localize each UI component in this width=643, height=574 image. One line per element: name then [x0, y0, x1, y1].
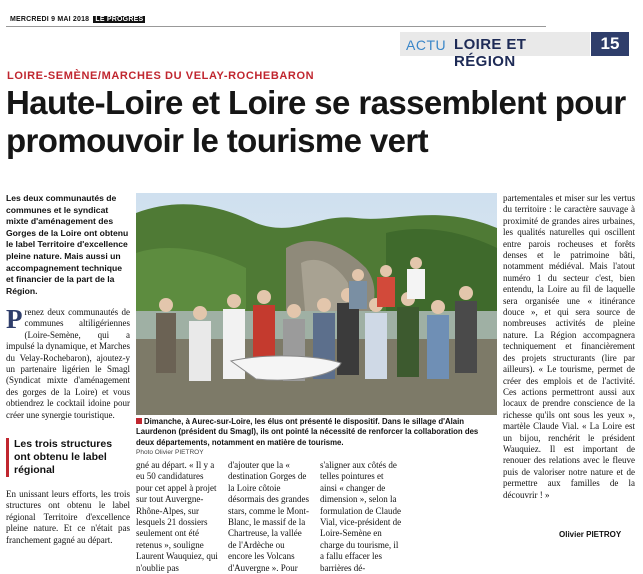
article-byline: Olivier PIETROY	[559, 530, 622, 539]
header-rule	[6, 26, 546, 27]
photo-caption-text: Dimanche, à Aurec-sur-Loire, les élus ont présenté le dispositif. Dans le sillage d'Alain Laurdenon (président du Smagl), ils ont pointé la nécessité de renforcer la collaboration des deux départements, notamment en matière de tourisme.	[136, 417, 479, 447]
photo-credit: Photo Olivier PIETROY	[136, 449, 204, 456]
newspaper-name: LE PROGRÈS	[95, 16, 144, 23]
body-text-b2: d'ajouter que la « destination Gorges de la Loire côtoie désormais des grandes stars, comme le Mont-Blanc, le massif de la Chartreuse, la vallée de l'Ardèche ou encore les Volcans d'Auvergne ». Pour	[228, 460, 309, 573]
page-number: 15	[591, 32, 629, 56]
article-kicker: LOIRE-SEMÈNE/MARCHES DU VELAY-ROCHEBARON	[7, 70, 315, 82]
article-lead: Les deux communautés de communes et le syndicat mixte d'aménagement des Gorges de la Loire ont obtenu le label Territoire d'excellence pleine nature. Mais aussi un accompagnement technique et financier de la part de la Région.	[6, 193, 129, 296]
article-headline: Haute-Loire et Loire se rassemblent pour promouvoir le tourisme vert	[6, 84, 626, 159]
page-header	[0, 8, 643, 70]
issue-date: MERCREDI 9 MAI 2018	[10, 16, 90, 23]
section-prefix: ACTU	[406, 37, 447, 53]
section-title: LOIRE ET RÉGION	[454, 36, 527, 70]
article-photo	[136, 193, 497, 415]
article-subhead: Les trois structures ont obtenu le label régional	[6, 438, 130, 477]
drop-cap: P	[6, 304, 23, 334]
section-bar	[400, 32, 590, 70]
body-text-2: En unissant leurs efforts, les trois structures ont obtenu le label régional Territoire d'excellence pleine nature. Et ce n'était pas franchement gagné au départ.	[6, 489, 130, 545]
body-column-intro	[6, 304, 130, 421]
date-line	[10, 16, 145, 23]
body-text-b3: s'aligner aux côtés de telles pointures et ainsi « changer de dimension », selon la formulation de Claude Vial, vice-président de Loire-Semène en charge du tourisme, il a fallu effacer les barrières dé-	[320, 460, 402, 573]
body-column-right: partementales et miser sur les vertus du territoire : le caractère sauvage à proximité de grandes aires urbaines, les qualités naturelles qui oscillent entre parois rocheuses et forêts denses et le patrimoine bâti, notamment médiéval. Mais l'atout numéro 1 du secteur c'est, bien entendu, la Loire au fil de laquelle sera organisée une « itinérance douce », et qui sera source de nombreuses activités de pleine nature. La Région accompagnera techniquement et financièrement des projets structurants (lire par ailleurs). « Le tourisme, permet de créer des emplois et de l'activité. Ces actions permettront aussi aux locaux de prendre conscience de la richesse qu'ils ont sous les yeux », martèle Claude Vial. « La Loire est un bijou, renchérit le président Wauquiez. Il est important de renouer des relations avec le fleuve puis de valoriser notre nature et de permettre aux familles de la découvrir ! »	[503, 193, 635, 500]
photo-caption	[136, 417, 497, 448]
caption-bullet-icon	[136, 418, 142, 424]
body-text-b1: gné au départ. « Il y a eu 50 candidatures pour cet appel à projet sur tout Auvergne-Rhône-Alpes, sur lesquels 21 dossiers seulement ont été retenus », souligne Laurent Wauquiez, qui n'oublie pas	[136, 460, 218, 573]
group-photo-illustration	[136, 193, 497, 415]
body-intro-text: renez deux communautés de communes altiligériennes (Loire-Semène, qui a impulsé la dynamique, et Marches du Velay-Rochebaron), ajoutez-y un partenaire ligérien le Smagl (Syndicat mixte d'aménagement des gorges de la Loire) et vous obtiendrez le cocktail idoine pour créer une synergie touristique.	[6, 307, 130, 420]
